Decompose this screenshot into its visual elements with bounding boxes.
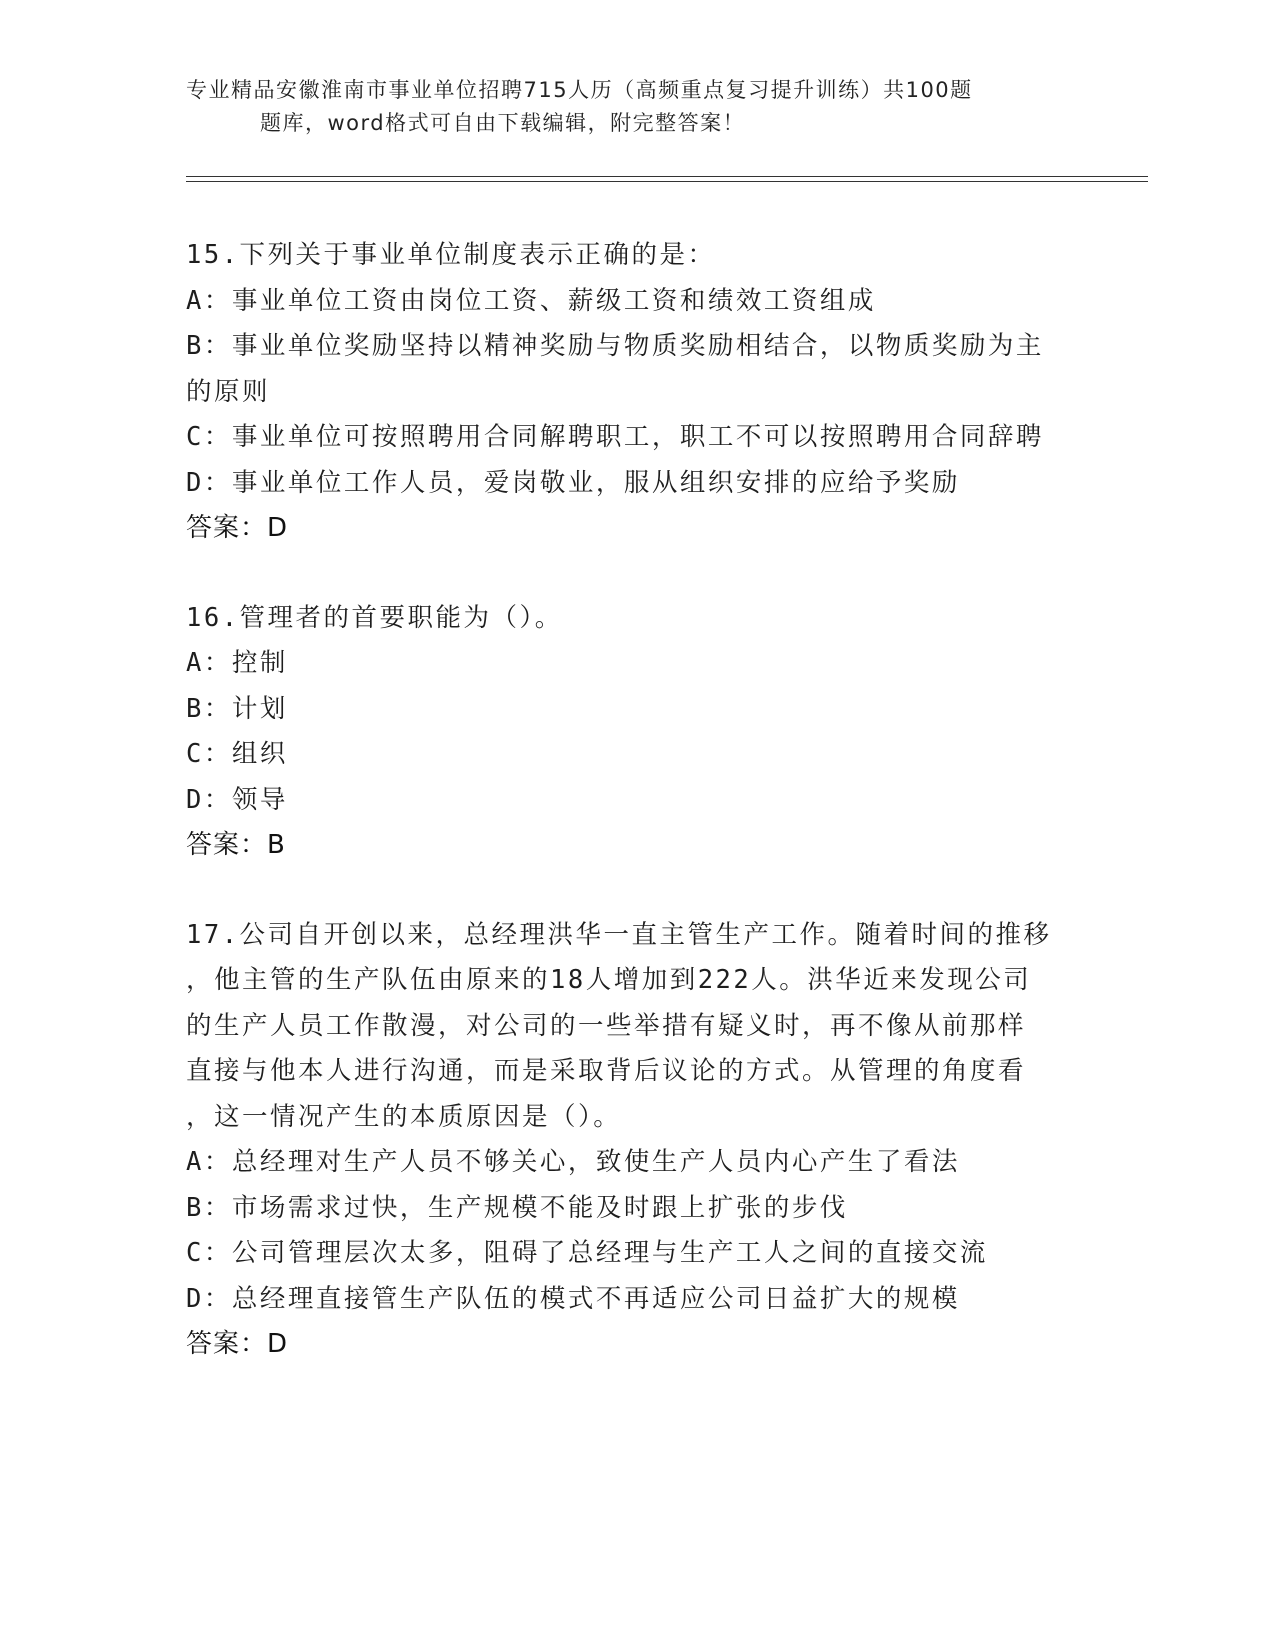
answer-line: 答案：B [186,830,286,860]
header-title-line-2: 题库，word格式可自由下载编辑，附完整答案！ [260,111,746,135]
option-b: B：事业单位奖励坚持以精神奖励与物质奖励相结合，以物质奖励为主 [186,331,1044,361]
question-stem-line-2: ，他主管的生产队伍由原来的18人增加到222人。洪华近来发现公司 [186,965,1032,995]
option-a: A：控制 [186,648,288,678]
option-c: C：公司管理层次太多，阻碍了总经理与生产工人之间的直接交流 [186,1238,988,1268]
question-15 [186,233,1086,552]
question-stem: 16.管理者的首要职能为（）。 [186,602,563,633]
document-header [186,74,1066,140]
option-b-continued: 的原则 [186,376,271,407]
option-b: B：市场需求过快，生产规模不能及时跟上扩张的步伐 [186,1192,848,1223]
option-d: D：事业单位工作人员，爱岗敬业，服从组织安排的应给予奖励 [186,467,960,498]
question-stem-line-1: 17.公司自开创以来，总经理洪华一直主管生产工作。随着时间的推移 [186,919,1052,950]
question-stem-line-3: 的生产人员工作散漫，对公司的一些举措有疑义时，再不像从前那样 [186,1010,1027,1041]
option-d: D：领导 [186,784,288,815]
option-c: C：组织 [186,739,288,769]
question-16 [186,596,1086,869]
option-c: C：事业单位可按照聘用合同解聘职工，职工不可以按照聘用合同辞聘 [186,422,1044,452]
question-stem-line-4: 直接与他本人进行沟通，而是采取背后议论的方式。从管理的角度看 [186,1056,1027,1086]
option-a: A：事业单位工资由岗位工资、薪级工资和绩效工资组成 [186,285,876,316]
question-stem-line-5: ，这一情况产生的本质原因是（）。 [186,1101,622,1132]
header-divider-bottom [186,181,1148,182]
header-title-line-1: 专业精品安徽淮南市事业单位招聘715人历（高频重点复习提升训练）共100题 [186,78,973,102]
answer-line: 答案：D [186,513,289,543]
option-d: D：总经理直接管生产队伍的模式不再适应公司日益扩大的规模 [186,1283,960,1314]
option-a: A：总经理对生产人员不够关心，致使生产人员内心产生了看法 [186,1147,960,1177]
question-list [186,233,1086,1412]
answer-line: 答案：D [186,1329,289,1359]
header-divider-top [186,176,1148,177]
question-17 [186,913,1086,1368]
question-stem: 15.下列关于事业单位制度表示正确的是： [186,240,716,270]
option-b: B：计划 [186,693,288,724]
